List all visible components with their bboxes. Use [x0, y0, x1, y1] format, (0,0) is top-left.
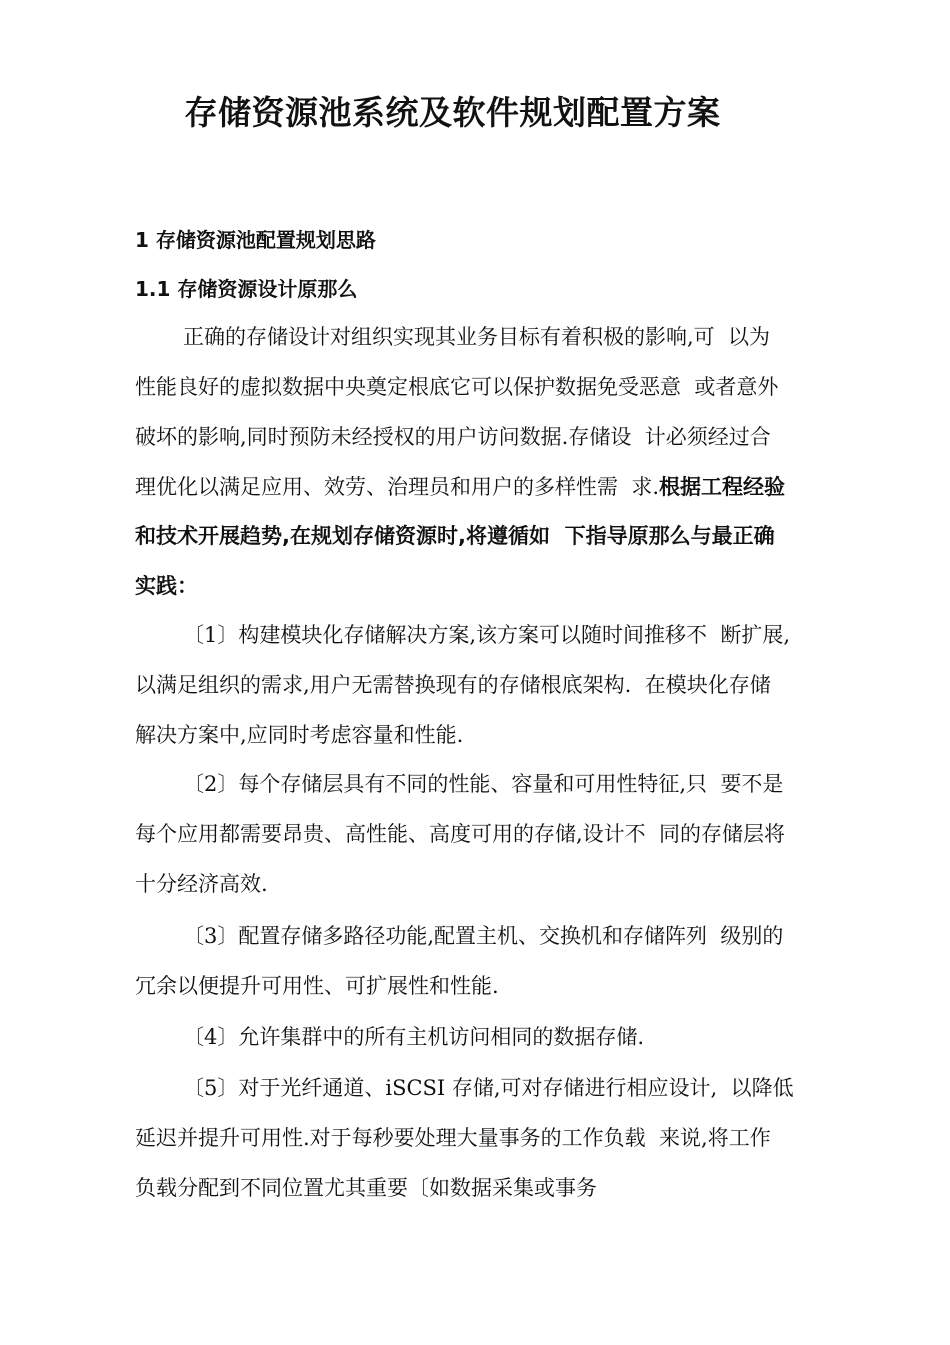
paragraph-line — [135, 472, 785, 502]
list-item-line: 负载分配到不同位置尤其重要〔如数据采集或事务 — [135, 1176, 597, 1200]
list-item-line: 冗余以便提升可用性、可扩展性和性能. — [135, 974, 499, 998]
list-item-line: 延迟并提升可用性.对于每秒要处理大量事务的工作负载 来说,将工作 — [135, 1126, 771, 1150]
subsection-heading: 1.1 存储资源设计原那么 — [135, 277, 358, 301]
paragraph-line: 正确的存储设计对组织实现其业务目标有着积极的影响,可 以为 — [183, 325, 771, 349]
bold-text: 根据工程经验 — [659, 475, 786, 499]
list-item-line: 每个应用都需要昂贵、高性能、高度可用的存储,设计不 同的存储层将 — [135, 822, 786, 846]
list-item-line: 〔2〕每个存储层具有不同的性能、容量和可用性特征,只 要不是 — [183, 772, 784, 796]
bold-paragraph-line: 和技术开展趋势,在规划存储资源时,将遵循如 下指导原那么与最正确 — [135, 524, 775, 548]
list-item-line: 〔3〕配置存储多路径功能,配置主机、交换机和存储阵列 级别的 — [183, 924, 784, 948]
list-item-line: 十分经济高效. — [135, 872, 268, 896]
list-item-line: 〔5〕对于光纤通道、iSCSI 存储,可对存储进行相应设计, 以降低 — [183, 1076, 794, 1100]
list-item-line: 解决方案中,应同时考虑容量和性能. — [135, 723, 464, 747]
list-item-line: 〔1〕构建模块化存储解决方案,该方案可以随时间推移不 断扩展, — [183, 623, 791, 647]
page-title: 存储资源池系统及软件规划配置方案 — [184, 93, 721, 132]
list-item-line: 以满足组织的需求,用户无需替换现有的存储根底架构. 在模块化存储 — [135, 673, 771, 697]
bold-paragraph-line: 实践： — [135, 574, 198, 598]
paragraph-line: 破坏的影响,同时预防未经授权的用户访问数据.存储设 计必须经过合 — [135, 425, 771, 449]
paragraph-text: 理优化以满足应用、效劳、治理员和用户的多样性需 求. — [135, 475, 660, 499]
paragraph-line: 性能良好的虚拟数据中央奠定根底它可以保护数据免受恶意 或者意外 — [135, 375, 779, 399]
list-item-line: 〔4〕允许集群中的所有主机访问相同的数据存储. — [183, 1025, 645, 1049]
section-heading: 1 存储资源池配置规划思路 — [135, 228, 376, 252]
